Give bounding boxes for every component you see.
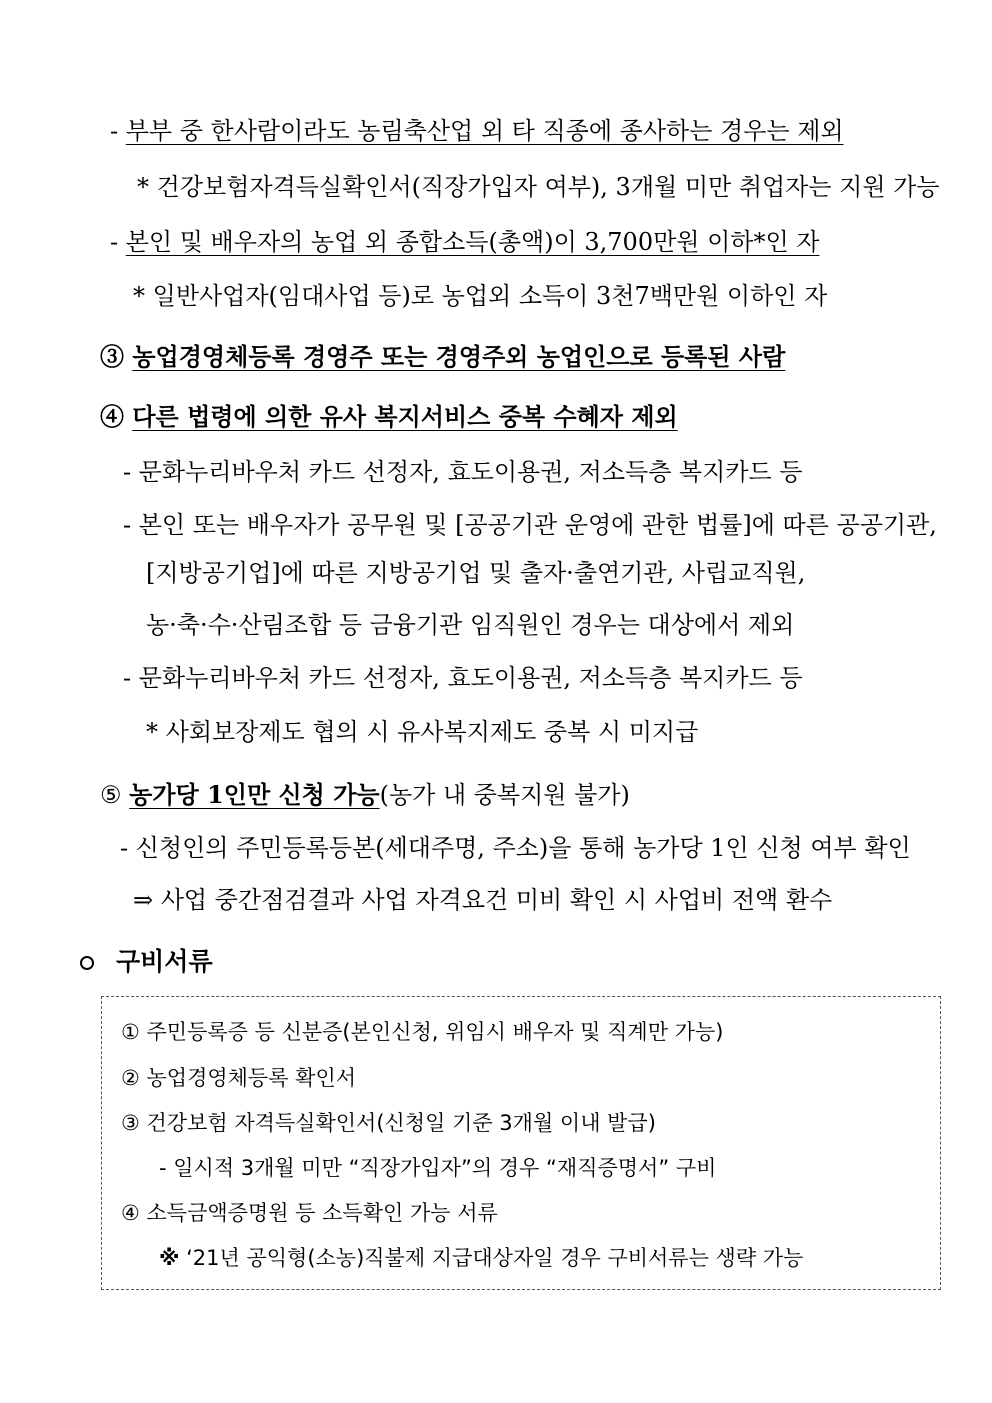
underlined-condition: 본인 및 배우자의 농업 외 종합소득(총액)이 3,700만원 이하*인 자 (125, 228, 820, 256)
reference-mark-icon: ※ (159, 1246, 180, 1270)
text-line: 농·축·수·산림조합 등 금융기관 임직원인 경우는 대상에서 제외 (146, 611, 795, 639)
box-item: ④ 소득금액증명원 등 소득확인 가능 서류 (121, 1201, 498, 1225)
heading-rest: (농가 내 중복지원 불가) (379, 781, 630, 809)
text-line: - 문화누리바우처 카드 선정자, 효도이용권, 저소득층 복지카드 등 (123, 458, 803, 486)
bullet-dash: - (110, 117, 126, 145)
box-item: ③ 건강보험 자격득실확인서(신청일 기준 3개월 이내 발급) (121, 1111, 656, 1135)
text-line (110, 116, 856, 146)
number-marker: ④ (100, 402, 133, 431)
text-line: [지방공기업]에 따른 지방공기업 및 출자·출연기관, 사립교직원, (146, 559, 806, 587)
box-note-text: ‘21년 공익형(소농)직불제 지급대상자일 경우 구비서류는 생략 가능 (179, 1246, 804, 1270)
circle-bullet-icon (80, 956, 94, 970)
note-line: * 사회보장제도 협의 시 유사복지제도 중복 시 미지급 (146, 718, 699, 746)
bullet-dash: - (110, 228, 126, 256)
note-line: * 일반사업자(임대사업 등)로 농업외 소득이 3천7백만원 이하인 자 (133, 282, 828, 310)
number-marker: ⑤ (100, 781, 130, 809)
result-line: ⇒ 사업 중간점검결과 사업 자격요건 미비 확인 시 사업비 전액 환수 (133, 886, 833, 914)
underlined-condition: 부부 중 한사람이라도 농림축산업 외 타 직종에 종사하는 경우는 제외 (125, 117, 844, 145)
note-line: * 건강보험자격득실확인서(직장가입자 여부), 3개월 미만 취업자는 지원 가능 (137, 173, 940, 201)
box-note (159, 1243, 803, 1273)
section-title: 구비서류 (116, 947, 213, 976)
text-line: - 본인 또는 배우자가 공무원 및 [공공기관 운영에 관한 법률]에 따른 공공기관, (123, 511, 937, 539)
box-item: ① 주민등록증 등 신분증(본인신청, 위임시 배우자 및 직계만 가능) (121, 1020, 724, 1044)
numbered-heading (100, 342, 785, 372)
heading-text: 다른 법령에 의한 유사 복지서비스 중복 수혜자 제외 (132, 402, 678, 431)
numbered-heading (100, 402, 678, 432)
heading-text: 농가당 1인만 신청 가능 (129, 780, 380, 809)
box-item: ② 농업경영체등록 확인서 (121, 1066, 357, 1090)
heading-text: 농업경영체등록 경영주 또는 경영주외 농업인으로 등록된 사람 (132, 342, 786, 371)
number-marker: ③ (100, 342, 133, 371)
box-subitem: - 일시적 3개월 미만 “직장가입자”의 경우 “재직증명서” 구비 (159, 1156, 717, 1180)
text-line: - 문화누리바우처 카드 선정자, 효도이용권, 저소득층 복지카드 등 (123, 664, 803, 692)
text-line: - 신청인의 주민등록등본(세대주명, 주소)을 통해 농가당 1인 신청 여부 확인 (120, 834, 911, 862)
numbered-heading (100, 780, 630, 810)
text-line (110, 227, 819, 257)
